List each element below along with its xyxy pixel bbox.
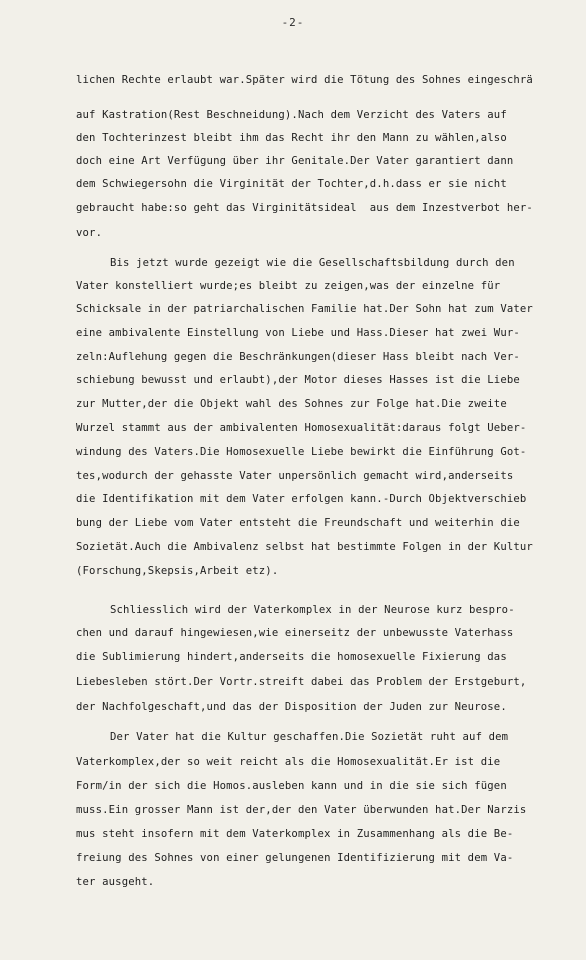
text-line: (Forschung,Skepsis,Arbeit etz). [76,565,279,577]
text-line: Vaterkomplex,der so weit reicht als die Homosexualität.Er ist die [76,756,501,768]
text-line: vor. [76,227,103,239]
text-line: Vater konstelliert wurde;es bleibt zu zeigen,was der einzelne für [76,280,501,292]
text-line: Schliesslich wird der Vaterkomplex in der Neurose kurz bespro- [110,604,515,616]
text-line: Schicksale in der patriarchalischen Familie hat.Der Sohn hat zum Vater [76,303,533,315]
text-line: eine ambivalente Einstellung von Liebe und Hass.Dieser hat zwei Wur- [76,327,520,339]
text-line: schiebung bewusst und erlaubt),der Motor dieses Hasses ist die Liebe [76,374,520,386]
text-line: tes,wodurch der gehasste Vater unpersönlich gemacht wird,anderseits [76,470,514,482]
text-line: muss.Ein grosser Mann ist der,der den Vater überwunden hat.Der Narzis [76,804,527,816]
text-line: ter ausgeht. [76,876,155,888]
text-line: auf Kastration(Rest Beschneidung).Nach dem Verzicht des Vaters auf [76,109,507,121]
text-line: zeln:Auflehung gegen die Beschränkungen(dieser Hass bleibt nach Ver- [76,351,520,363]
text-line: lichen Rechte erlaubt war.Später wird die Tötung des Sohnes eingeschrä [76,74,533,86]
text-line: der Nachfolgeschaft,und das der Disposition der Juden zur Neurose. [76,701,507,713]
text-line: die Identifikation mit dem Vater erfolgen kann.-Durch Objektverschieb [76,493,527,505]
text-line: die Sublimierung hindert,anderseits die homosexuelle Fixierung das [76,651,507,663]
text-line: Sozietät.Auch die Ambivalenz selbst hat bestimmte Folgen in der Kultur [76,541,533,553]
text-line: Bis jetzt wurde gezeigt wie die Gesellschaftsbildung durch den [110,257,515,269]
text-line: Wurzel stammt aus der ambivalenten Homosexualität:daraus folgt Ueber- [76,422,527,434]
text-line: mus steht insofern mit dem Vaterkomplex in Zusammenhang als die Be- [76,828,514,840]
page-number: -2- [281,16,305,29]
text-line: windung des Vaters.Die Homosexuelle Liebe bewirkt die Einführung Got- [76,446,527,458]
text-line: den Tochterinzest bleibt ihm das Recht ihr den Mann zu wählen,also [76,132,507,144]
text-line: Der Vater hat die Kultur geschaffen.Die Sozietät ruht auf dem [110,731,509,743]
text-line: zur Mutter,der die Objekt wahl des Sohnes zur Folge hat.Die zweite [76,398,507,410]
text-line: freiung des Sohnes von einer gelungenen Identifizierung mit dem Va- [76,852,514,864]
text-line: bung der Liebe vom Vater entsteht die Freundschaft und weiterhin die [76,517,520,529]
text-line: Liebesleben stört.Der Vortr.streift dabei das Problem der Erstgeburt, [76,676,527,688]
text-line: dem Schwiegersohn die Virginität der Tochter,d.h.dass er sie nicht [76,178,507,190]
text-line: chen und darauf hingewiesen,wie einerseitz der unbewusste Vaterhass [76,627,514,639]
text-line: gebraucht habe:so geht das Virginitätsideal aus dem Inzestverbot her- [76,202,533,214]
text-line: Form/in der sich die Homos.ausleben kann und in die sie sich fügen [76,780,507,792]
text-line: doch eine Art Verfügung über ihr Genitale.Der Vater garantiert dann [76,155,514,167]
